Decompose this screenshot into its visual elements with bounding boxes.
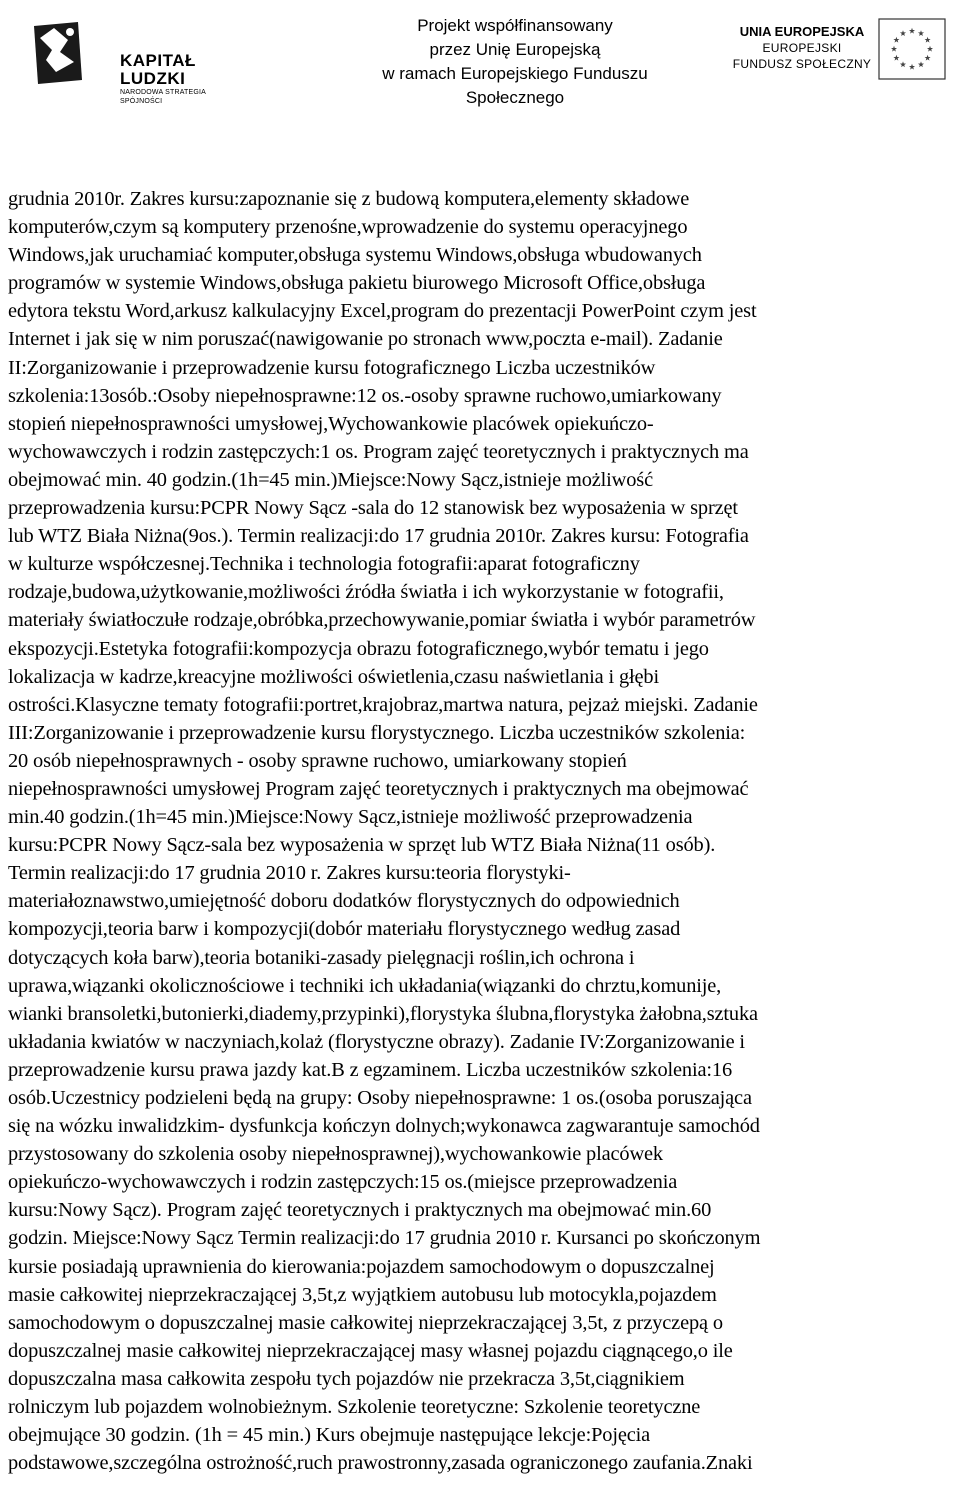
body-line: Termin realizacji:do 17 grudnia 2010 r. Zakres kursu:teoria florystyki- — [8, 862, 571, 885]
body-line: godzin. Miejsce:Nowy Sącz Termin realizacji:do 17 grudnia 2010 r. Kursanci po skończonym — [8, 1227, 761, 1250]
eu-logo-title: UNIA EUROPEJSKA — [739, 24, 865, 39]
document-body — [8, 185, 956, 1477]
eu-logo — [720, 14, 950, 94]
body-line: wychowawczych i rodzin zastępczych:1 os. Program zajęć teoretycznych i praktycznych ma — [8, 440, 749, 463]
body-line: rolniczym lub pojazdem wolnobieżnym. Szkolenie teoretyczne: Szkolenie teoretyczne — [8, 1396, 701, 1419]
body-line: rodzaje,budowa,użytkowanie,możliwości źródła światła i ich wykorzystanie w fotografii, — [8, 581, 724, 604]
body-line: materiałoznawstwo,umiejętność doboru dodatków florystycznych do odpowiednich — [8, 890, 680, 913]
eu-logo-line-2: EUROPEJSKI — [762, 41, 842, 55]
body-line: min.40 godzin.(1h=45 min.)Miejsce:Nowy Sącz,istnieje możliwość przeprowadzenia — [8, 806, 693, 829]
body-line: kursu:Nowy Sącz). Program zajęć teoretycznych i praktycznych ma obejmować min.60 — [8, 1199, 712, 1222]
body-line: materiały światłoczułe rodzaje,obróbka,przechowywanie,pomiar światła i wybór parametrów — [8, 609, 756, 632]
body-line: III:Zorganizowanie i przeprowadzenie kursu florystycznego. Liczba uczestników szkolenia: — [8, 721, 746, 744]
body-line: ostrości.Klasyczne tematy fotografii:portret,krajobraz,martwa natura, pejzaż miejski. Zadanie — [8, 693, 758, 716]
body-line: grudnia 2010r. Zakres kursu:zapoznanie się z budową komputera,elementy składowe — [8, 188, 690, 210]
body-line: dopuszczalnej masie całkowitej nieprzekraczającej masy własnej pojazdu ciągnącego,o ile — [8, 1339, 733, 1362]
body-line: się na wózku inwalidzkim- dysfunkcja kończyn dolnych;wykonawca zagwarantuje samochód — [8, 1115, 760, 1138]
body-line: lub WTZ Biała Niżna(9os.). Termin realizacji:do 17 grudnia 2010r. Zakres kursu: Fotografia — [8, 525, 749, 548]
body-line: podstawowe,szczególna ostrożność,ruch prawostronny,zasada ograniczonego zaufania.Znaki — [8, 1452, 753, 1475]
page-header — [0, 0, 960, 110]
body-line: 20 osób niepełnosprawnych - osoby sprawne ruchowo, umiarkowany stopień — [8, 749, 627, 772]
body-line: dotyczących koła barw),teoria botaniki-zasady pielęgnacji roślin,ich ochrona i — [8, 946, 635, 969]
body-line: przeprowadzenie kursu prawa jazdy kat.B z egzaminem. Liczba uczestników szkolenia:16 — [8, 1058, 732, 1081]
eu-logo-text — [732, 24, 872, 72]
eu-logo-line-3: FUNDUSZ SPOŁECZNY — [732, 57, 872, 71]
body-line: II:Zorganizowanie i przeprowadzenie kursu fotograficznego Liczba uczestników — [8, 356, 656, 379]
body-line: kursie posiadają uprawnienia do kierowania:pojazdem samochodowym o dopuszczalnej — [8, 1255, 715, 1278]
project-line-3: w ramach Europejskiego Funduszu Społecznego — [382, 64, 648, 107]
body-line: przystosowany do szkolenia osoby niepełnosprawnej),wychowankowie placówek — [8, 1143, 663, 1166]
body-line: obejmować min. 40 godzin.(1h=45 min.)Miejsce:Nowy Sącz,istnieje możliwość — [8, 468, 653, 491]
body-line: kursu:PCPR Nowy Sącz-sala bez wyposażenia w sprzęt lub WTZ Biała Niżna(11 osób). — [8, 834, 716, 857]
body-line: osób.Uczestnicy podzieleni będą na grupy: Osoby niepełnosprawne: 1 os.(osoba poruszająca — [8, 1087, 752, 1109]
body-line: wianki bransoletki,butonierki,diademy,przypinki),florystyka ślubna,florystyka żałobna,sztuka — [8, 1002, 758, 1025]
kapital-ludzki-text — [120, 52, 250, 106]
body-line: układania kwiatów w naczyniach,kolaż (florystyczne obrazy). Zadanie IV:Zorganizowanie i — [8, 1030, 745, 1053]
body-line: lokalizacja w kadrze,kreacyjne możliwości oświetlenia,czasu naświetlania i głębi — [8, 665, 659, 688]
body-line: stopień niepełnosprawności umysłowej,Wychowankowie placówek opiekuńczo- — [8, 412, 654, 435]
body-line: komputerów,czym są komputery przenośne,wprowadzenie do systemu operacyjnego — [8, 216, 688, 239]
body-line: opiekuńczo-wychowawczych i rodzin zastępczych:15 os.(miejsce przeprowadzenia — [8, 1171, 678, 1194]
body-line: dopuszczalna masa całkowita zespołu tych pojazdów nie przekracza 3,5t,ciągnikiem — [8, 1367, 685, 1390]
body-line: Windows,jak uruchamiać komputer,obsługa systemu Windows,obsługa wbudowanych — [8, 244, 702, 267]
body-line: Internet i jak się w nim poruszać(nawigowanie po stronach www,poczta e-mail). Zadanie — [8, 328, 723, 351]
body-line: uprawa,wiązanki okolicznościowe i techniki ich układania(wiązanki do chrztu,komunije, — [8, 974, 722, 997]
project-line-1: Projekt współfinansowany — [417, 16, 613, 35]
body-line: edytora tekstu Word,arkusz kalkulacyjny Excel,program do prezentacji PowerPoint czym jest — [8, 300, 757, 323]
body-line: szkolenia:13osób.:Osoby niepełnosprawne:12 os.-osoby sprawne ruchowo,umiarkowany — [8, 384, 722, 407]
body-line: przeprowadzenia kursu:PCPR Nowy Sącz -sala do 12 stanowisk bez wyposażenia w sprzęt — [8, 497, 738, 520]
project-line-2: przez Unię Europejską — [429, 40, 601, 59]
kapital-ludzki-emblem-icon — [30, 18, 86, 88]
kapital-ludzki-title: KAPITAŁ LUDZKI — [120, 51, 196, 88]
body-line: kompozycji,teoria barw i kompozycji(dobór materiału florystycznego według zasad — [8, 918, 681, 941]
body-line: masie całkowitej nieprzekraczającej 3,5t,z wyjątkiem autobusu lub motocykla,pojazdem — [8, 1283, 717, 1306]
body-line: samochodowym o dopuszczalnej masie całkowitej nieprzekraczającej 3,5t, z przyczepą o — [8, 1311, 723, 1334]
kapital-ludzki-subtitle: NARODOWA STRATEGIA SPÓJNOŚCI — [120, 89, 206, 105]
project-cofinanced-note — [360, 14, 670, 110]
body-line: w kulturze współczesnej.Technika i technologia fotografii:aparat fotograficzny — [8, 553, 640, 576]
eu-flag-icon — [878, 18, 946, 80]
body-line: niepełnosprawności umysłowej Program zajęć teoretycznych i praktycznych ma obejmować — [8, 777, 749, 800]
body-line: obejmujące 30 godzin. (1h = 45 min.) Kurs obejmuje następujące lekcje:Pojęcia — [8, 1424, 651, 1447]
kapital-ludzki-logo — [30, 14, 250, 105]
body-line: ekspozycji.Estetyka fotografii:kompozycja obrazu fotograficznego,wybór tematu i jego — [8, 637, 709, 660]
body-line: programów w systemie Windows,obsługa pakietu biurowego Microsoft Office,obsługa — [8, 272, 706, 295]
